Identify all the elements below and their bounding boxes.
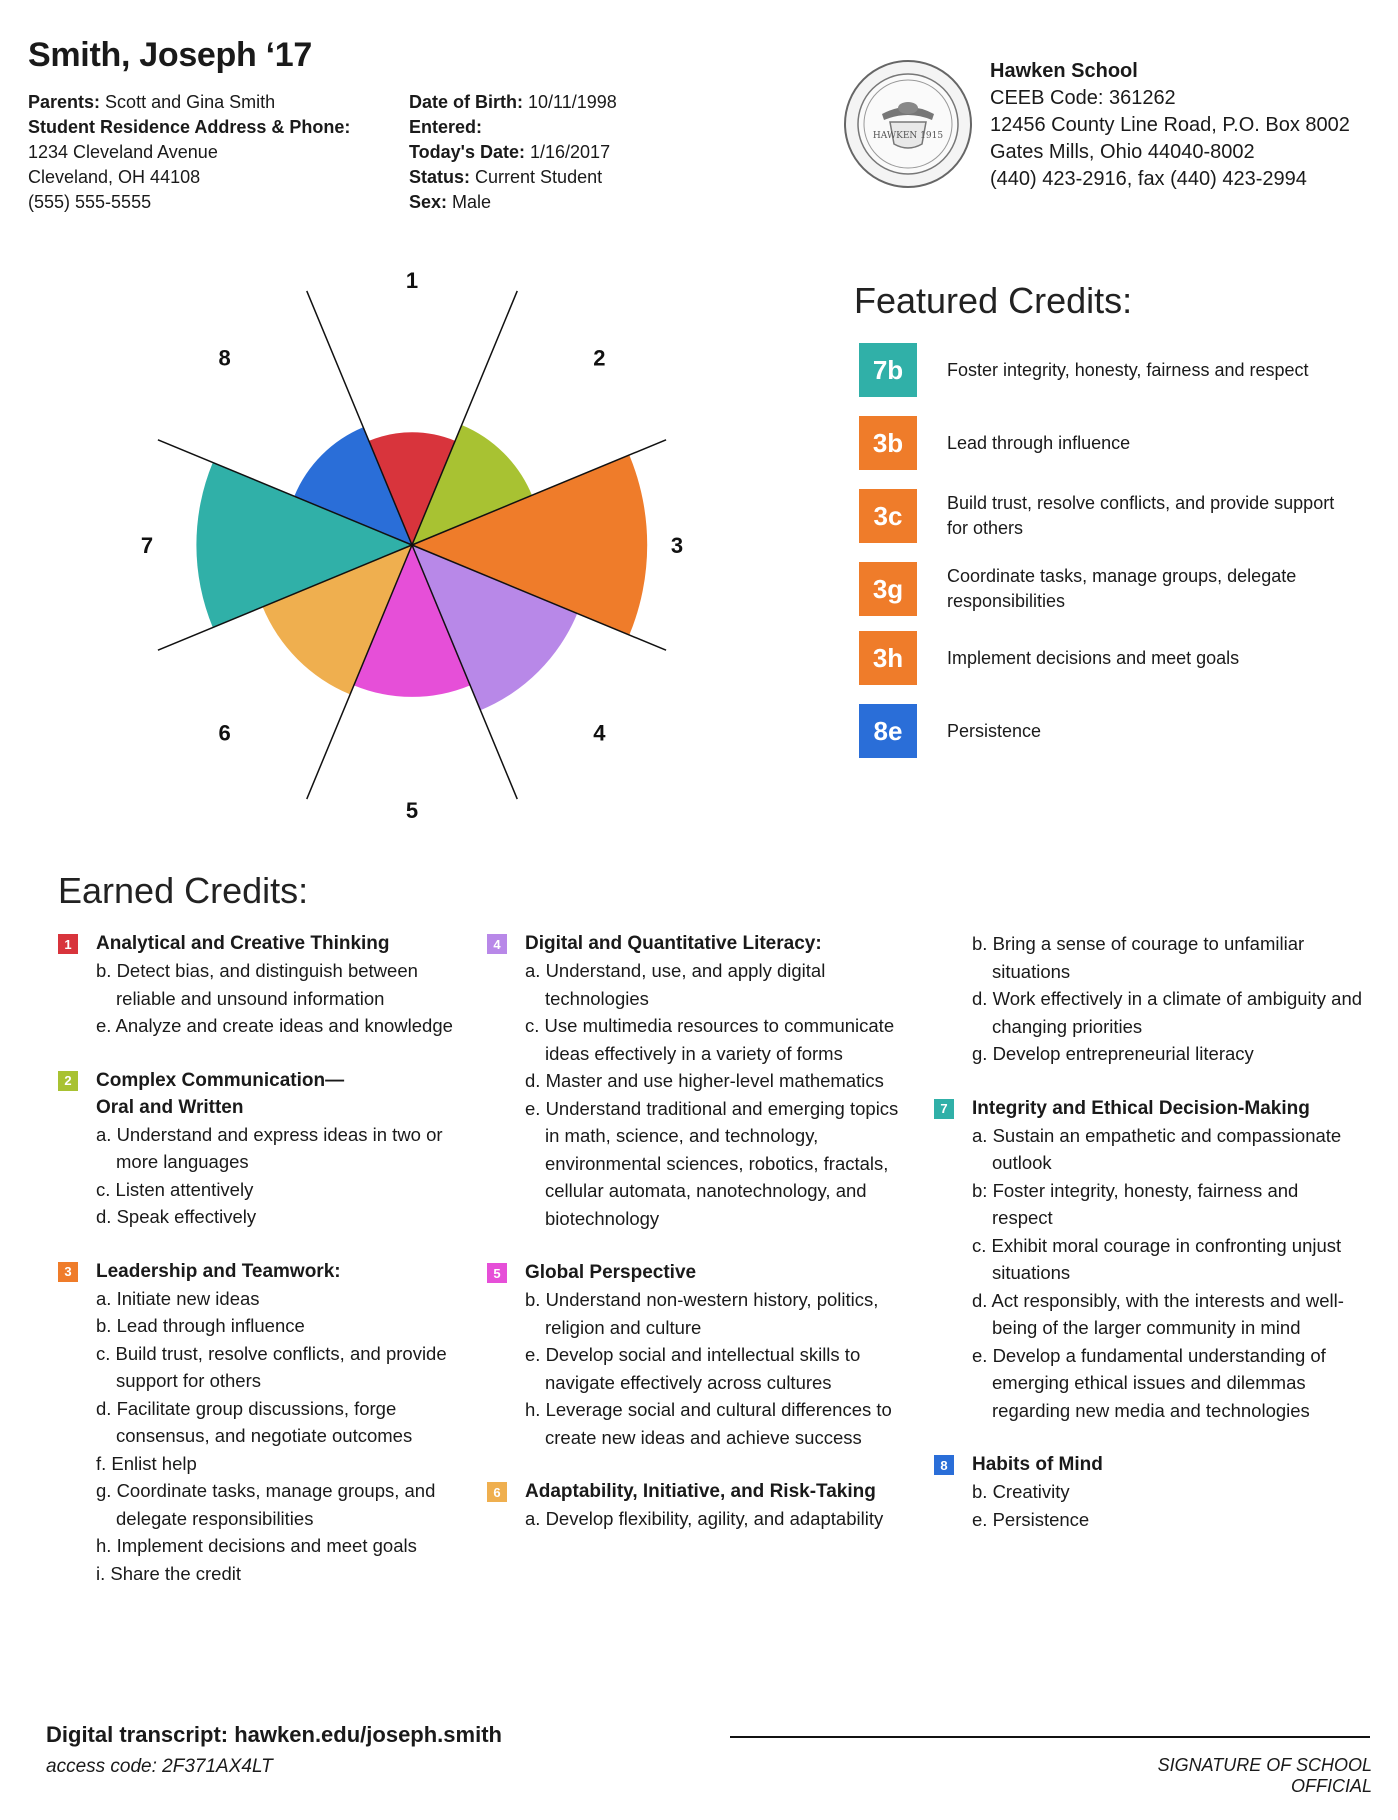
category-heading <box>487 1478 907 1505</box>
featured-badge: 3h <box>859 631 917 685</box>
category-heading <box>58 1258 458 1285</box>
category-title: Adaptability, Initiative, and Risk-Taking <box>525 1481 876 1502</box>
credit-item: b: Foster integrity, honesty, fairness and respect <box>972 1179 1299 1228</box>
credit-item: b. Bring a sense of courage to unfamiliar situations <box>972 933 1305 982</box>
earned-category-2 <box>58 1067 458 1231</box>
signature-line <box>730 1736 1370 1738</box>
category-heading <box>934 1451 1364 1478</box>
category-number-badge: 3 <box>58 1262 78 1282</box>
entered-label: Entered: <box>409 117 483 137</box>
featured-credits-title: Featured Credits: <box>854 280 1133 321</box>
school-phone: (440) 423-2916, fax (440) 423-2994 <box>990 168 1307 190</box>
earned-column-1 <box>58 930 458 1614</box>
credit-item: e. Analyze and create ideas and knowledge <box>96 1015 453 1036</box>
parents-row <box>28 90 350 115</box>
credit-item: a. Sustain an empathetic and compassionate outlook <box>972 1124 1342 1173</box>
earned-category-8 <box>934 1451 1364 1533</box>
student-phone: (555) 555-5555 <box>28 192 152 212</box>
credits-polar-chart <box>60 255 760 835</box>
credit-item: d. Facilitate group discussions, forge consensus, and negotiate outcomes <box>96 1397 413 1446</box>
category-heading <box>487 930 907 957</box>
credit-item: b. Detect bias, and distinguish between reliable and unsound information <box>96 960 418 1009</box>
credit-item: c. Listen attentively <box>96 1178 254 1200</box>
category-title: Habits of Mind <box>972 1454 1103 1475</box>
access-code: access code: 2F371AX4LT <box>46 1756 273 1777</box>
student-info-mid <box>409 90 617 215</box>
earned-category-4 <box>487 930 907 1232</box>
chart-axis-label-5: 5 <box>405 798 419 823</box>
category-number-badge: 7 <box>934 1099 954 1119</box>
credit-item: d. Master and use higher-level mathematics <box>525 1070 884 1091</box>
featured-text: Persistence <box>947 720 1042 741</box>
credit-item: c. Exhibit moral courage in confronting unjust situations <box>972 1234 1342 1283</box>
earned-category-6-continued <box>934 930 1364 1068</box>
category-number-badge: 1 <box>58 934 78 954</box>
featured-badge: 7b <box>859 343 917 397</box>
earned-credits-title: Earned Credits: <box>58 870 309 911</box>
credit-item: a. Initiate new ideas <box>96 1287 260 1309</box>
credit-item: d. Speak effectively <box>96 1206 257 1227</box>
school-seal-icon <box>842 58 974 190</box>
parents-value: Scott and Gina Smith <box>105 92 276 112</box>
credit-item: c. Use multimedia resources to communicate ideas effectively in a variety of forms <box>525 1015 895 1064</box>
credit-item: a. Understand, use, and apply digital technologies <box>525 960 826 1009</box>
category-title: Integrity and Ethical Decision-Making <box>972 1097 1310 1119</box>
credit-item: d. Act responsibly, with the interests and well-being of the larger community in mind <box>972 1289 1344 1338</box>
credit-item: e. Understand traditional and emerging topics in math, science, and technology, environmental sciences, robotics, fractals, cellular automata, nanotechnology, and biotechnology <box>525 1097 899 1229</box>
featured-credit-3h <box>859 630 1339 686</box>
chart-axis-label-6: 6 <box>218 720 231 746</box>
featured-text: Foster integrity, honesty, fairness and respect <box>947 359 1309 380</box>
featured-credit-8e <box>859 703 1339 759</box>
featured-badge: 3g <box>859 562 917 616</box>
earned-category-7 <box>934 1095 1364 1425</box>
credit-item: b. Creativity <box>972 1481 1070 1502</box>
category-number-badge: 4 <box>487 934 507 954</box>
credit-item: a. Understand and express ideas in two or more languages <box>96 1123 443 1172</box>
category-heading <box>58 930 458 957</box>
credit-item: b. Understand non-western history, politics, religion and culture <box>525 1289 879 1338</box>
sex-label: Sex: <box>409 192 448 212</box>
credit-item: f. Enlist help <box>96 1452 197 1474</box>
earned-column-2 <box>487 930 907 1560</box>
featured-credit-3g <box>859 561 1339 617</box>
student-info-left <box>28 90 350 215</box>
chart-axis-label-3: 3 <box>670 533 684 558</box>
credit-item: h. Leverage social and cultural differences to create new ideas and achieve success <box>525 1399 892 1448</box>
status-value: Current Student <box>475 167 603 187</box>
featured-badge: 8e <box>859 704 917 758</box>
school-address-line1: 12456 County Line Road, P.O. Box 8002 <box>990 114 1350 136</box>
credit-item: b. Lead through influence <box>96 1315 305 1336</box>
earned-category-6 <box>487 1478 907 1533</box>
school-block <box>990 58 1350 193</box>
featured-badge: 3c <box>859 489 917 543</box>
address-label: Student Residence Address & Phone: <box>28 117 351 137</box>
school-name: Hawken School <box>990 60 1138 82</box>
category-title: Complex Communication— Oral and Written <box>96 1069 345 1118</box>
credit-item: e. Develop social and intellectual skills to navigate effectively across cultures <box>525 1344 861 1393</box>
category-title: Leadership and Teamwork: <box>96 1260 341 1282</box>
credit-item: h. Implement decisions and meet goals <box>96 1535 417 1556</box>
dob-value: 10/11/1998 <box>528 92 617 112</box>
earned-column-3 <box>934 930 1364 1560</box>
category-title: Digital and Quantitative Literacy: <box>525 933 822 954</box>
today-label: Today's Date: <box>409 142 525 162</box>
category-number-badge: 5 <box>487 1263 507 1283</box>
address-line2: Cleveland, OH 44108 <box>28 167 201 187</box>
featured-credit-3c <box>859 488 1339 544</box>
credit-item: e. Develop a fundamental understanding of emerging ethical issues and dilemmas regarding new media and technologies <box>972 1344 1326 1421</box>
parents-label: Parents: <box>28 92 101 112</box>
category-heading <box>487 1259 907 1286</box>
dob-label: Date of Birth: <box>409 92 523 112</box>
featured-text: Coordinate tasks, manage groups, delegate responsibilities <box>947 566 1297 611</box>
featured-text: Build trust, resolve conflicts, and provide support for others <box>947 493 1335 538</box>
category-title: Analytical and Creative Thinking <box>96 933 390 954</box>
credit-item: g. Develop entrepreneurial literacy <box>972 1043 1254 1064</box>
school-ceeb: CEEB Code: 361262 <box>990 87 1176 109</box>
chart-axis-label-7: 7 <box>140 533 154 558</box>
chart-axis-label-2: 2 <box>593 345 606 371</box>
featured-text: Implement decisions and meet goals <box>947 647 1240 668</box>
credit-item: d. Work effectively in a climate of ambiguity and changing priorities <box>972 988 1363 1037</box>
category-heading <box>58 1067 458 1121</box>
school-address-line2: Gates Mills, Ohio 44040-8002 <box>990 141 1255 163</box>
featured-text: Lead through influence <box>947 432 1131 453</box>
category-number-badge: 8 <box>934 1455 954 1475</box>
chart-axis-label-4: 4 <box>593 720 606 746</box>
featured-badge: 3b <box>859 416 917 470</box>
status-label: Status: <box>409 167 471 187</box>
credit-item: e. Persistence <box>972 1508 1090 1530</box>
address-line1: 1234 Cleveland Avenue <box>28 142 218 162</box>
student-name: Smith, Joseph ‘17 <box>28 36 312 74</box>
today-value: 1/16/2017 <box>530 142 611 162</box>
chart-axis-label-8: 8 <box>218 345 231 371</box>
digital-transcript-link[interactable]: Digital transcript: hawken.edu/joseph.smith <box>46 1722 502 1747</box>
category-title: Global Perspective <box>525 1262 697 1283</box>
category-heading <box>934 1095 1364 1122</box>
signature-label: SIGNATURE OF SCHOOL OFFICIAL <box>1157 1755 1372 1796</box>
earned-category-1 <box>58 930 458 1040</box>
seal-text: HAWKEN 1915 <box>872 131 944 141</box>
featured-credit-7b <box>859 342 1339 398</box>
sex-value: Male <box>452 192 492 212</box>
credit-item: a. Develop flexibility, agility, and adaptability <box>525 1508 884 1529</box>
earned-category-3 <box>58 1258 458 1588</box>
credit-item: c. Build trust, resolve conflicts, and provide support for others <box>96 1342 447 1391</box>
category-number-badge: 6 <box>487 1482 507 1502</box>
credit-item: i. Share the credit <box>96 1562 241 1584</box>
chart-axis-label-1: 1 <box>405 268 419 293</box>
featured-credit-3b <box>859 415 1339 471</box>
credit-item: g. Coordinate tasks, manage groups, and delegate responsibilities <box>96 1480 436 1529</box>
earned-category-5 <box>487 1259 907 1451</box>
category-number-badge: 2 <box>58 1071 78 1091</box>
